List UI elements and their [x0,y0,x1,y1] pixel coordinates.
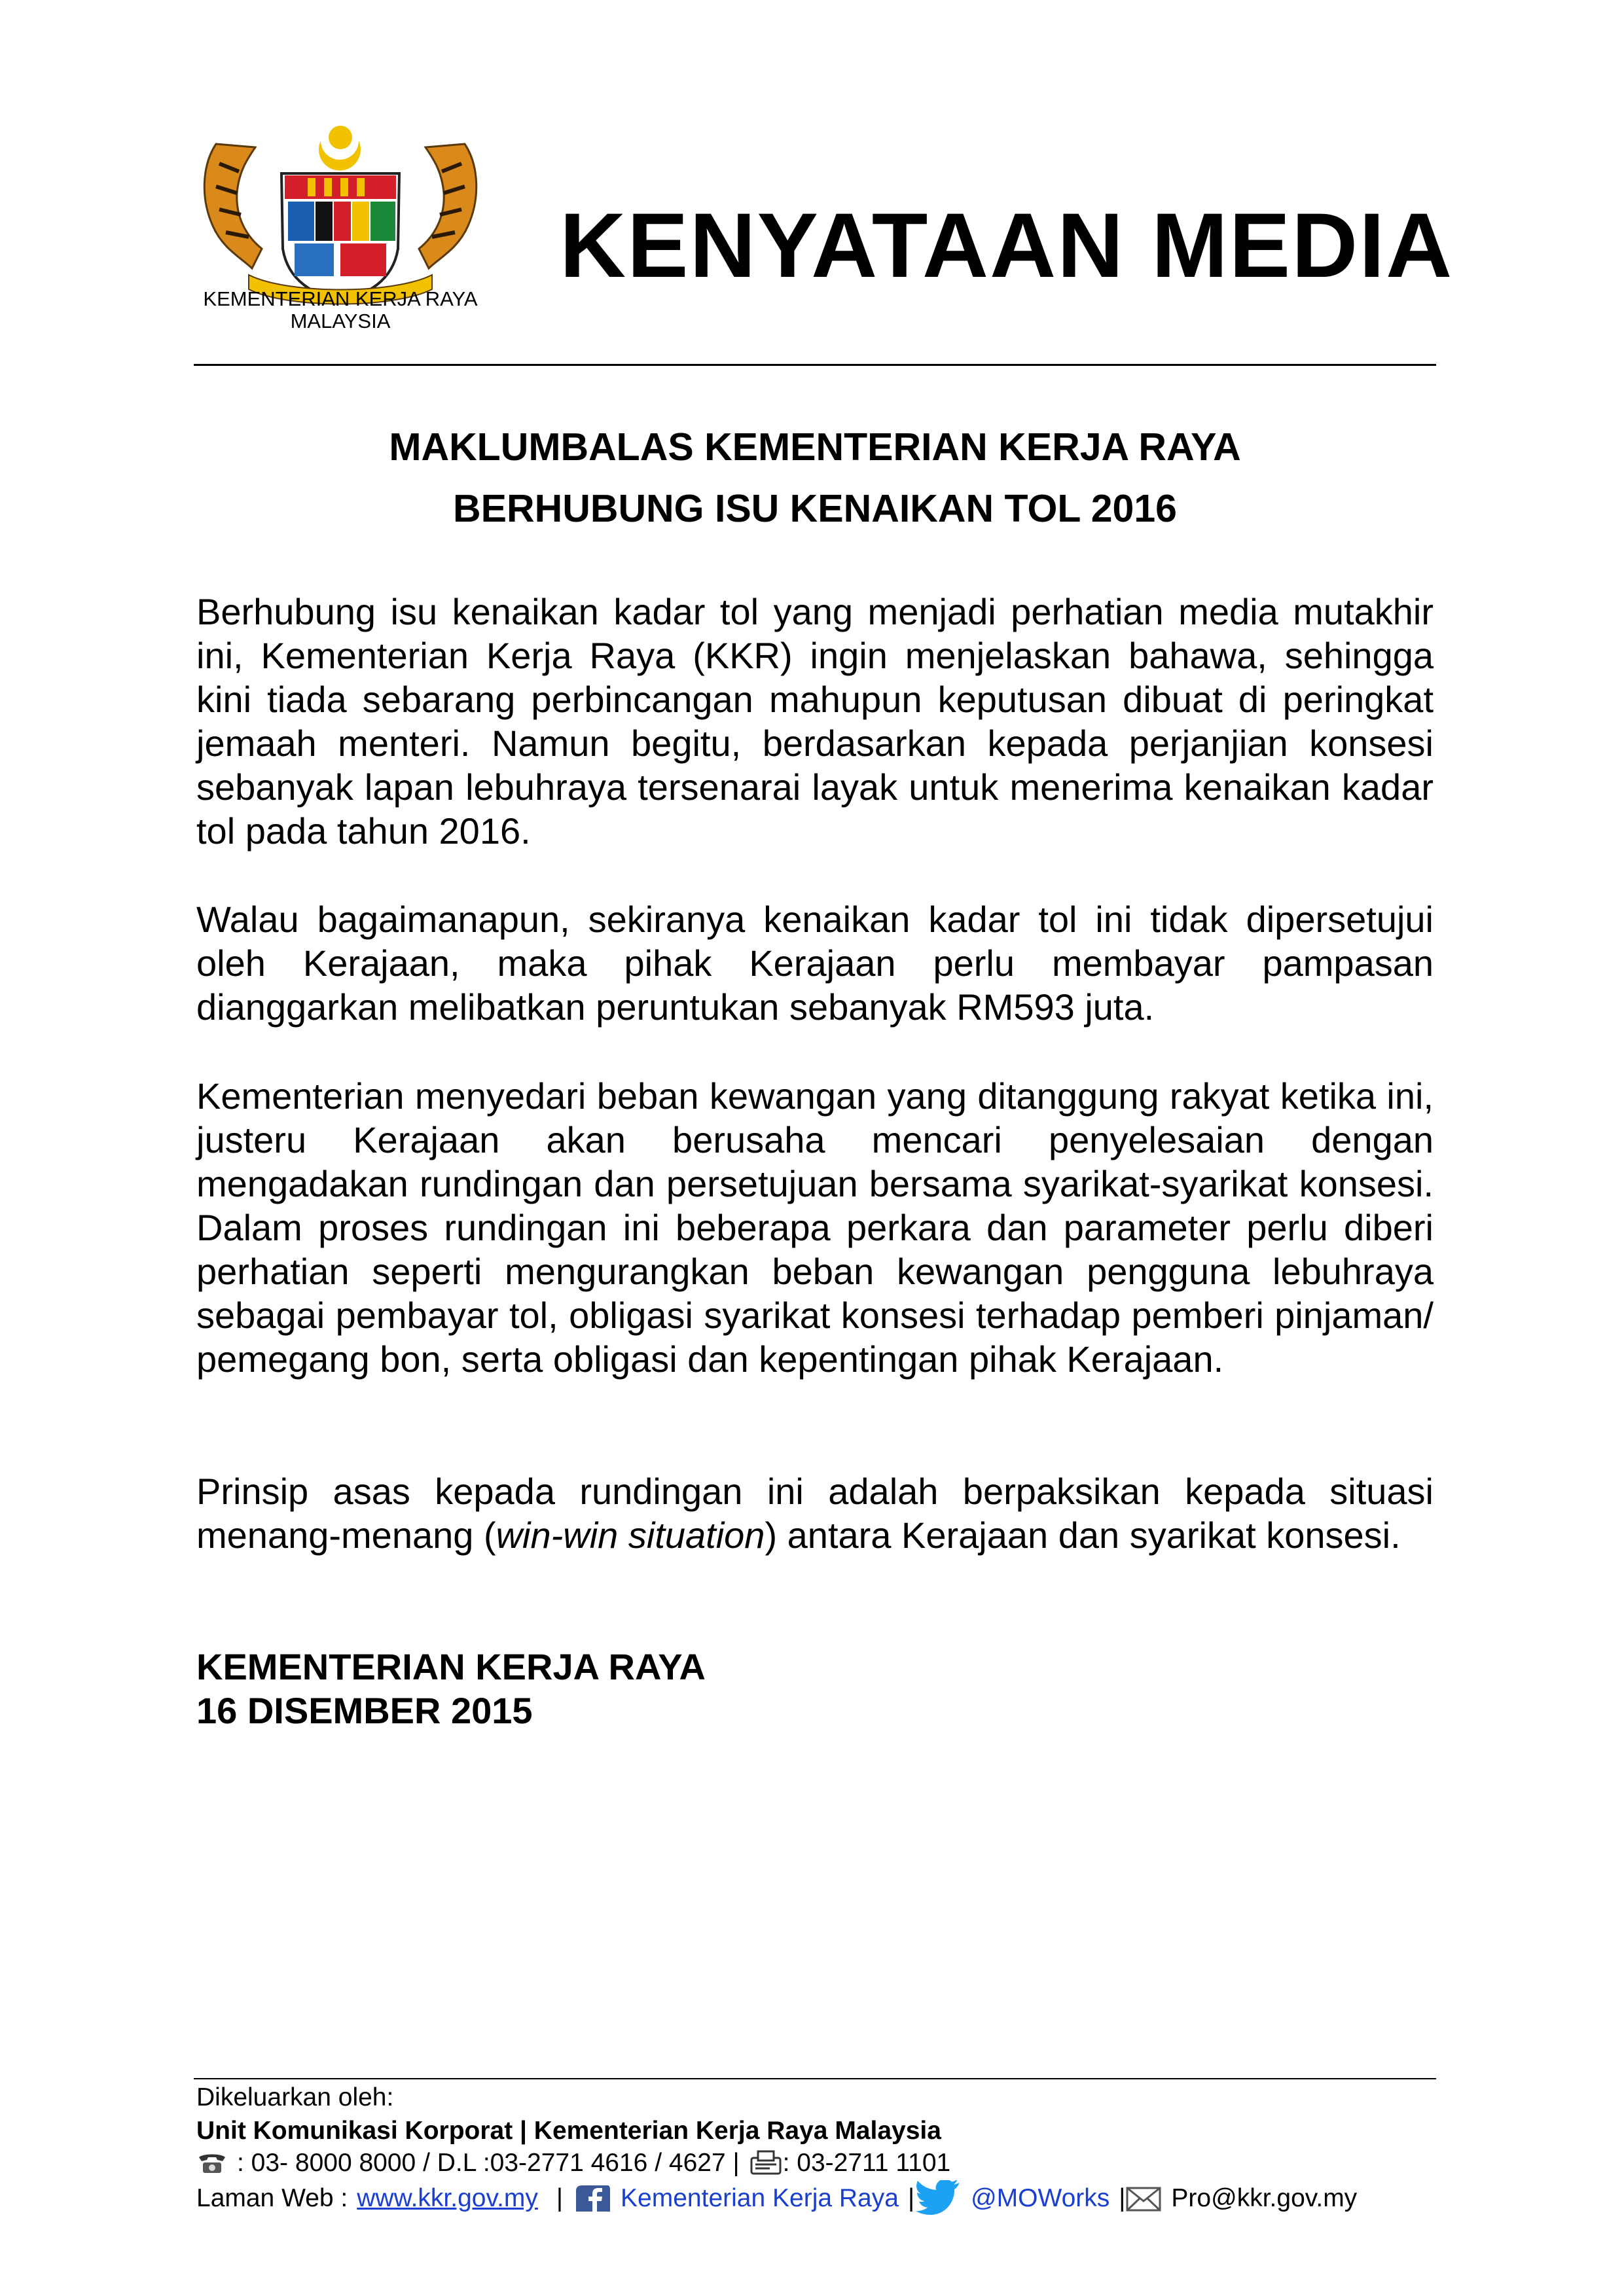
footer-web-label: Laman Web : [196,2184,348,2212]
footer-separator: | [556,2184,564,2212]
footer-unit: Unit Komunikasi Korporat | Kementerian Kerja Raya Malaysia [196,2117,941,2145]
paragraph-4-text-a: Prinsip asas kepada rundingan ini adalah berpaksikan kepada situasi menang-menang ( [196,1471,1434,1556]
heading-line1: MAKLUMBALAS KEMENTERIAN KERJA RAYA [389,425,1241,469]
page-title: KENYATAAN MEDIA [560,194,1454,296]
footer-separator-2: | [907,2184,915,2212]
footer-separator-3: | [1119,2184,1126,2212]
crest-caption-line1: KEMENTERIAN KERJA RAYA [203,287,478,310]
fax-icon [749,2150,783,2176]
footer-fax: : 03-2711 1101 [782,2149,951,2177]
signature-date: 16 DISEMBER 2015 [196,1690,533,1731]
footer-links-row [196,2180,1357,2217]
email-icon[interactable] [1125,2184,1162,2213]
footer-phone: : 03- 8000 8000 / D.L :03-2771 4616 / 4627 | [237,2149,740,2177]
paragraph-3: Kementerian menyedari beban kewangan yang ditanggung rakyat ketika ini, justeru Kerajaan akan berusaha mencari penyelesaian dengan mengadakan rundingan dan persetujuan bersama syarikat-syarikat konsesi. Dalam proses rundingan ini beberapa perkara dan parameter perlu diberi perhatian seperti mengurangkan beban kewangan pengguna lebuhraya sebagai pembayar tol, obligasi syarikat konsesi terhadap pemberi pinjaman/ pemegang bon, serta obligasi dan kepentingan pihak Kerajaan. [196,1075,1434,1380]
email-link[interactable]: Pro@kkr.gov.my [1171,2184,1358,2212]
twitter-link[interactable]: @MOWorks [971,2184,1110,2212]
signature-org: KEMENTERIAN KERJA RAYA [196,1646,706,1687]
twitter-icon[interactable] [914,2180,962,2217]
paragraph-4-italic: win-win situation [496,1515,765,1556]
footer-issued-by: Dikeluarkan oleh: [196,2083,394,2111]
facebook-link[interactable]: Kementerian Kerja Raya [621,2184,899,2212]
footer-contact-row [196,2148,950,2178]
footer-divider [194,2078,1436,2079]
crest-caption-line2: MALAYSIA [290,310,391,332]
heading-line2: BERHUBUNG ISU KENAIKAN TOL 2016 [453,487,1177,530]
header-divider [194,364,1436,366]
paragraph-1: Berhubung isu kenaikan kadar tol yang menjadi perhatian media mutakhir ini, Kementerian Kerja Raya (KKR) ingin menjelaskan bahawa, sehingga kini tiada sebarang perbincangan mahupun keputusan dibuat di peringkat jemaah menteri. Namun begitu, berdasarkan kepada perjanjian konsesi sebanyak lapan lebuhraya tersenarai layak untuk menerima kenaikan kadar tol pada tahun 2016. [196,591,1434,852]
paragraph-4-text-b: ) antara Kerajaan dan syarikat konsesi. [765,1515,1401,1556]
paragraph-2: Walau bagaimanapun, sekiranya kenaikan kadar tol ini tidak dipersetujui oleh Kerajaan, maka pihak Kerajaan perlu membayar pampasan dianggarkan melibatkan peruntukan sebanyak RM593 juta. [196,899,1434,1028]
telephone-icon [196,2152,228,2174]
paragraph-4 [196,1469,1434,1557]
facebook-icon[interactable] [572,2184,611,2213]
website-link[interactable]: www.kkr.gov.my [357,2184,538,2212]
